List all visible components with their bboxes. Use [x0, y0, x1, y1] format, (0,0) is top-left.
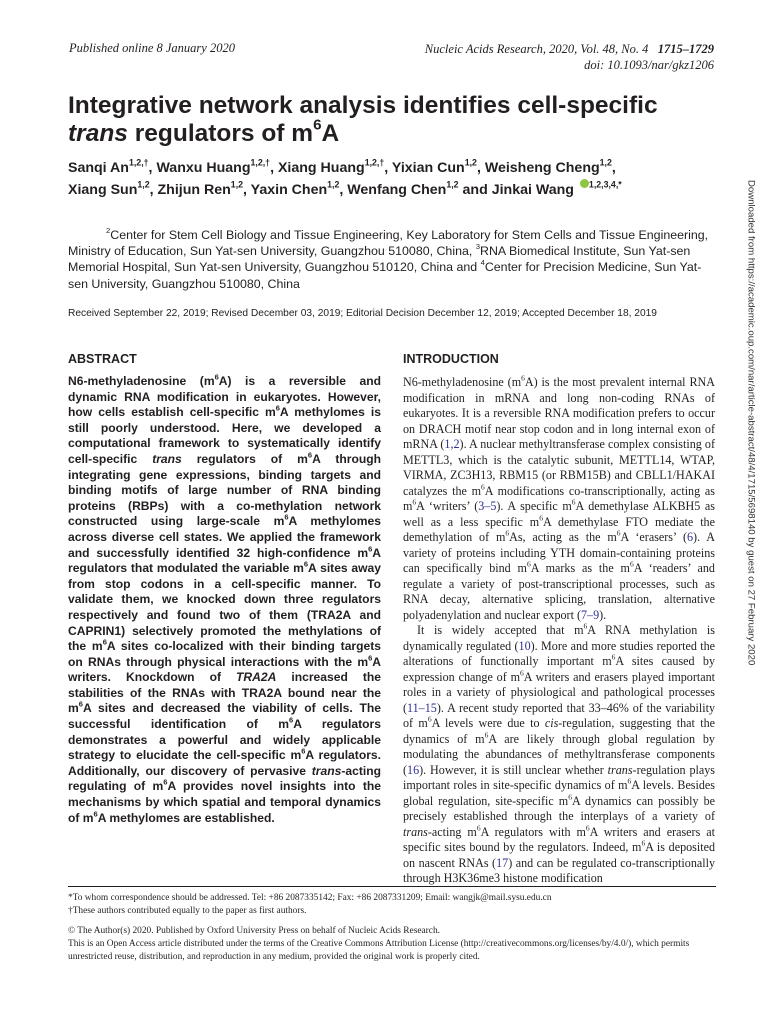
- abstract-body: N6-methyladenosine $(m^6A)$ is a reversible and dynamic RNA modification in eukaryotes. However, how cells establish cell-specific $m^6A$ methylomes is still poorly understood. Here, we developed a computational framework to systematically identify cell-specific trans regulators of $m^6A$ through integrating gene expressions, binding targets and binding motifs of large number of RNA binding proteins (RBPs) with a co-methylation network constructed using large-scale $m^6A$ methylomes across diverse cell states. We applied the framework and successfully identified 32 high-confidence $m^6A$ regulators that modulated the variable $m^6A$ sites away from stop codons in a cell-specific manner. To validate them, we knocked down three regulators respectively and found two of them (TRA2A and CAPRIN1) selectively promoted the methylations of the $m^6A$ sites co-localized with their binding targets on RNAs through physical interactions with the $m^6A$ writers. Knockdown of TRA2A increased the stabilities of the RNAs with TRA2A bound near the $m^6A$ sites and decreased the viability of cells. The successful identification of $m^6A$ regulators demonstrates a powerful and widely applicable strategy to elucidate the cell-specific $m^6A$ regulators. Additionally, our discovery of pervasive trans-acting regulating of $m^6A$ provides novel insights into the mechanisms by which spatial and temporal dynamics of $m^6A$ methylomes are established.: [68, 372, 382, 825]
- citation-link[interactable]: 7–9: [580, 607, 600, 622]
- introduction-heading: INTRODUCTION: [403, 352, 499, 366]
- author-name: Yixian Cun$^{1,2}$: [391, 157, 477, 176]
- citation-link[interactable]: 6: [687, 530, 694, 544]
- citation-link[interactable]: 3–5: [478, 499, 497, 513]
- license-notice: © The Author(s) 2020. Published by Oxford University Press on behalf of Nucleic Acids Research. This is an Open Access article distributed under the terms of the Creative Commons Attribution License (http://creativecommons.org/licenses/by/4.0/), which permits unrestricted reuse, distribution, and reproduction in any medium, provided the original work is properly cited.: [68, 926, 690, 962]
- citation-link[interactable]: 17: [496, 855, 509, 870]
- author-name: Wanxu Huang$^{1,2,\dagger}$: [156, 157, 271, 176]
- citation-link[interactable]: 11–15: [407, 700, 437, 715]
- paper-title: Integrative network analysis identifies cell-specific trans regulators of $m^6A$: [68, 92, 658, 147]
- download-watermark: Downloaded from https://academic.oup.com/nar/article-abstract/48/4/1715/5698140 by guest on 27 February 2020: [745, 180, 757, 666]
- abstract-heading: ABSTRACT: [68, 352, 137, 366]
- author-name: Jinkai Wang $^{1,2,3,4,*}$: [491, 179, 622, 198]
- author-name: Weisheng Cheng$^{1,2}$: [484, 157, 612, 176]
- journal-name: Nucleic Acids Research, 2020, Vol. 48, No. 4: [424, 42, 649, 56]
- introduction-paragraph: It is widely accepted that $m^6A$ RNA methylation is dynamically regulated (10). More and more studies reported the alterations of functionally important $m^6A$ sites caused by expression change of $m^6A$ writers and erasers played important roles in a variety of physiological and pathological processes (11–15). A recent study reported that 33–46% of the variability of $m^6A$ levels were due to cis-regulation, suggesting that the dynamics of $m^6A$ are likely through global regulation by modulating the abundances of methyltransferase components (16). However, it is still unclear whether trans-regulation plays important roles in site-specific dynamics of $m^6A$ levels. Besides global regulation, site-specific $m^6A$ dynamics can possibly be precisely established through the interplays of a variety of trans-acting $m^6A$ regulators with $m^6A$ writers and erasers at specific sites bound by the regulators. Indeed, $m^6A$ is deposited on nascent RNAs (17) and can be regulated co-transcriptionally through H3K36me3 histone modification: [403, 621, 716, 885]
- citation-link[interactable]: 10: [518, 638, 531, 653]
- author-list: Sanqi $An^{1,2,\dagger}$, Wanxu Huang$^{1,2,\dagger}$, Xiang Huang$^{1,2,\dagger}$, Yixian Cun$^{1,2}$, Weisheng Cheng$^{1,2}$, Xiang Sun$^{1,2}$, Zhijun Ren$^{1,2}$, Yaxin Chen$^{1,2}$, Wenfang Chen$^{1,2}$ and Jinkai Wang $^{1,2,3,4,*}$: [68, 157, 622, 198]
- author-name: Yaxin Chen$^{1,2}$: [250, 179, 340, 198]
- doi[interactable]: doi: 10.1093/nar/gkz1206: [584, 58, 714, 72]
- citation-link[interactable]: 16: [407, 762, 420, 777]
- affiliations: $^2$Center for Stem Cell Biology and Tissue Engineering, Key Laboratory for Stem Cells and Tissue Engineering, Ministry of Education, Sun Yat-sen University, Guangzhou 510080, China, $^3$RNA Biomedical Institute, Sun Yat-sen Memorial Hospital, Sun Yat-sen University, Guangzhou 510120, China and $^4$Center for Precision Medicine, Sun Yat-sen University, Guangzhou 510080, China: [68, 226, 709, 291]
- citation-link[interactable]: 1,2: [444, 437, 460, 451]
- orcid-icon[interactable]: [580, 179, 589, 188]
- author-name: Zhijun Ren$^{1,2}$: [157, 179, 244, 198]
- introduction-paragraph: N6-methyladenosine $(m^6A)$ is the most prevalent internal RNA modification in mRNA and long non-coding RNAs of eukaryotes. It is a reversible RNA modification prefers to occur on DRACH motif near stop codon and in long internal exon of mRNA (1,2). A nuclear methyltransferase complex consisting of METTL3, which is the catalytic subunit, METTL14, WTAP, VIRMA, ZC3H13, RBM15 (or RBM15B) and CBLL1/HAKAI catalyzes the $m^6A$ modifications co-transcriptionally, acting as $m^6A$ ‘writers’ (3–5). A specific $m^6A$ demethylase ALKBH5 as well as a less specific $m^6A$ demethylase FTO mediate the demethylation of $m^6As$, acting as the $m^6A$ ‘erasers’ (6). A variety of proteins including YTH domain-containing proteins can specifically bind $m^6A$ marks as the $m^6A$ ‘readers’ and regulate a variety of post-transcriptional processes, such as RNA decay, alternative splicing, translation, alternative polyadenylation and nuclear export (7–9).: [403, 373, 716, 622]
- author-name: Xiang Huang$^{1,2,\dagger}$: [277, 157, 385, 176]
- equal-contribution-footnote: †These authors contributed equally to the paper as first authors.: [68, 906, 307, 916]
- published-date: Published online 8 January 2020: [69, 41, 235, 55]
- introduction-body: [403, 375, 715, 887]
- footnote-divider: [68, 886, 716, 887]
- journal-citation: [425, 41, 714, 73]
- received-dates: Received September 22, 2019; Revised December 03, 2019; Editorial Decision December 12, 2019; Accepted December 18, 2019: [68, 308, 657, 319]
- page-range: 1715–1729: [657, 42, 714, 56]
- author-name: Wenfang Chen$^{1,2}$: [347, 179, 459, 198]
- author-name: Xiang Sun$^{1,2}$: [68, 179, 150, 198]
- correspondence-footnote: *To whom correspondence should be addressed. Tel: +86 2087335142; Fax: +86 2087331209; Email: wangjk@mail.sysu.edu.cn: [68, 893, 552, 903]
- author-name: Sanqi $An^{1,2,\dagger}$: [68, 157, 149, 176]
